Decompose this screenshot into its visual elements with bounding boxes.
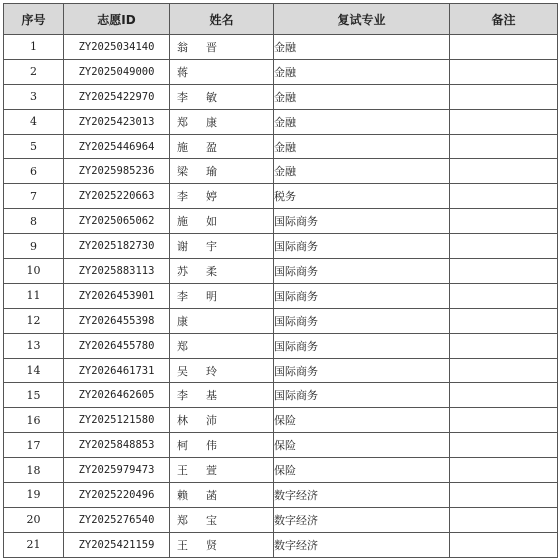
cell-note xyxy=(450,507,558,532)
table-row xyxy=(4,209,558,234)
cell-volunteer-id: ZY2025422970 xyxy=(64,84,170,109)
cell-name xyxy=(170,35,274,60)
cell-volunteer-id: ZY2025979473 xyxy=(64,458,170,483)
name-last-char: 贤 xyxy=(206,538,217,552)
cell-seq: 6 xyxy=(4,159,64,184)
name-last-char: 如 xyxy=(206,215,217,229)
cell-name xyxy=(170,383,274,408)
cell-seq: 2 xyxy=(4,59,64,84)
cell-name xyxy=(170,184,274,209)
name-first-char: 施 xyxy=(177,140,188,154)
name-redaction-mask xyxy=(192,487,205,503)
cell-name xyxy=(170,109,274,134)
cell-name xyxy=(170,358,274,383)
cell-seq: 11 xyxy=(4,283,64,308)
cell-note xyxy=(450,532,558,557)
name-first-char: 郑 xyxy=(177,339,188,353)
cell-volunteer-id: ZY2025883113 xyxy=(64,259,170,284)
name-first-char: 梁 xyxy=(177,165,188,179)
name-redaction-mask xyxy=(192,64,205,80)
name-redaction-mask xyxy=(192,512,205,528)
cell-volunteer-id: ZY2026461731 xyxy=(64,358,170,383)
masked-name xyxy=(170,437,220,453)
table-row xyxy=(4,59,558,84)
cell-volunteer-id: ZY2025049000 xyxy=(64,59,170,84)
cell-major: 保险 xyxy=(274,408,450,433)
table-row xyxy=(4,134,558,159)
name-last-char: 瑜 xyxy=(206,165,217,179)
table-row xyxy=(4,532,558,557)
cell-volunteer-id: ZY2026455780 xyxy=(64,333,170,358)
cell-major: 税务 xyxy=(274,184,450,209)
name-redaction-mask xyxy=(192,288,205,304)
cell-volunteer-id: ZY2025065062 xyxy=(64,209,170,234)
cell-note xyxy=(450,134,558,159)
cell-seq: 10 xyxy=(4,259,64,284)
cell-major: 国际商务 xyxy=(274,259,450,284)
cell-seq: 4 xyxy=(4,109,64,134)
masked-name xyxy=(170,163,220,179)
name-last-char: 敏 xyxy=(206,90,217,104)
masked-name xyxy=(170,114,220,130)
cell-major: 金融 xyxy=(274,134,450,159)
name-last-char: 基 xyxy=(206,389,217,403)
masked-name xyxy=(170,313,220,329)
cell-note xyxy=(450,383,558,408)
table-row xyxy=(4,383,558,408)
cell-note xyxy=(450,358,558,383)
cell-note xyxy=(450,234,558,259)
name-first-char: 施 xyxy=(177,215,188,229)
name-redaction-mask xyxy=(192,412,205,428)
cell-volunteer-id: ZY2025423013 xyxy=(64,109,170,134)
table-row xyxy=(4,358,558,383)
table-row xyxy=(4,259,558,284)
cell-note xyxy=(450,109,558,134)
masked-name xyxy=(170,512,220,528)
table-row xyxy=(4,308,558,333)
name-first-char: 郑 xyxy=(177,115,188,129)
cell-note xyxy=(450,433,558,458)
name-first-char: 郑 xyxy=(177,513,188,527)
cell-volunteer-id: ZY2025034140 xyxy=(64,35,170,60)
cell-note xyxy=(450,283,558,308)
name-first-char: 王 xyxy=(177,464,188,478)
table-row xyxy=(4,507,558,532)
cell-seq: 13 xyxy=(4,333,64,358)
cell-major: 数字经济 xyxy=(274,507,450,532)
cell-major: 国际商务 xyxy=(274,209,450,234)
header-row xyxy=(4,4,558,35)
name-redaction-mask xyxy=(192,263,205,279)
table-row xyxy=(4,408,558,433)
header-note: 备注 xyxy=(450,4,558,35)
cell-name xyxy=(170,283,274,308)
name-redaction-mask xyxy=(192,537,205,553)
masked-name xyxy=(170,387,220,403)
name-first-char: 蒋 xyxy=(177,65,188,79)
name-first-char: 苏 xyxy=(177,264,188,278)
masked-name xyxy=(170,263,220,279)
cell-name xyxy=(170,259,274,284)
name-first-char: 李 xyxy=(177,289,188,303)
name-last-char: 柔 xyxy=(206,264,217,278)
cell-note xyxy=(450,84,558,109)
cell-major: 保险 xyxy=(274,433,450,458)
cell-name xyxy=(170,209,274,234)
cell-major: 国际商务 xyxy=(274,234,450,259)
cell-volunteer-id: ZY2025848853 xyxy=(64,433,170,458)
header-major: 复试专业 xyxy=(274,4,450,35)
table-row xyxy=(4,283,558,308)
admission-roster-table xyxy=(3,3,558,558)
name-redaction-mask xyxy=(192,114,205,130)
masked-name xyxy=(170,338,220,354)
table-row xyxy=(4,433,558,458)
name-redaction-mask xyxy=(192,338,205,354)
masked-name xyxy=(170,139,220,155)
table-row xyxy=(4,333,558,358)
name-redaction-mask xyxy=(192,188,205,204)
cell-seq: 14 xyxy=(4,358,64,383)
name-last-char: 宇 xyxy=(206,240,217,254)
table-row xyxy=(4,458,558,483)
cell-seq: 21 xyxy=(4,532,64,557)
table-body xyxy=(4,35,558,558)
cell-seq: 15 xyxy=(4,383,64,408)
masked-name xyxy=(170,288,220,304)
cell-note xyxy=(450,458,558,483)
cell-seq: 1 xyxy=(4,35,64,60)
cell-note xyxy=(450,483,558,508)
cell-name xyxy=(170,234,274,259)
cell-major: 金融 xyxy=(274,59,450,84)
cell-name xyxy=(170,408,274,433)
cell-name xyxy=(170,458,274,483)
name-first-char: 王 xyxy=(177,538,188,552)
cell-name xyxy=(170,333,274,358)
table-row xyxy=(4,35,558,60)
masked-name xyxy=(170,188,220,204)
cell-note xyxy=(450,159,558,184)
cell-note xyxy=(450,184,558,209)
name-last-char: 沛 xyxy=(206,414,217,428)
masked-name xyxy=(170,462,220,478)
cell-volunteer-id: ZY2025220496 xyxy=(64,483,170,508)
cell-major: 金融 xyxy=(274,35,450,60)
cell-seq: 18 xyxy=(4,458,64,483)
cell-name xyxy=(170,483,274,508)
cell-seq: 16 xyxy=(4,408,64,433)
cell-volunteer-id: ZY2025182730 xyxy=(64,234,170,259)
name-last-char: 晋 xyxy=(206,40,217,54)
table-row xyxy=(4,159,558,184)
cell-note xyxy=(450,259,558,284)
cell-note xyxy=(450,308,558,333)
cell-major: 数字经济 xyxy=(274,532,450,557)
cell-seq: 17 xyxy=(4,433,64,458)
header-seq: 序号 xyxy=(4,4,64,35)
header-id: 志愿ID xyxy=(64,4,170,35)
cell-volunteer-id: ZY2025276540 xyxy=(64,507,170,532)
table-row xyxy=(4,234,558,259)
cell-major: 金融 xyxy=(274,109,450,134)
name-first-char: 李 xyxy=(177,90,188,104)
cell-seq: 20 xyxy=(4,507,64,532)
cell-seq: 3 xyxy=(4,84,64,109)
cell-major: 金融 xyxy=(274,84,450,109)
name-last-char: 康 xyxy=(206,115,217,129)
cell-seq: 19 xyxy=(4,483,64,508)
cell-name xyxy=(170,84,274,109)
name-last-char: 萱 xyxy=(206,464,217,478)
name-redaction-mask xyxy=(192,139,205,155)
cell-volunteer-id: ZY2025421159 xyxy=(64,532,170,557)
table-row xyxy=(4,184,558,209)
cell-seq: 7 xyxy=(4,184,64,209)
name-first-char: 康 xyxy=(177,314,188,328)
cell-seq: 12 xyxy=(4,308,64,333)
cell-volunteer-id: ZY2025121580 xyxy=(64,408,170,433)
cell-note xyxy=(450,35,558,60)
name-last-char: 宝 xyxy=(206,513,217,527)
cell-name xyxy=(170,308,274,333)
header-name: 姓名 xyxy=(170,4,274,35)
table-row xyxy=(4,483,558,508)
name-last-char: 婷 xyxy=(206,190,217,204)
name-redaction-mask xyxy=(192,462,205,478)
masked-name xyxy=(170,89,220,105)
cell-note xyxy=(450,408,558,433)
name-redaction-mask xyxy=(192,363,205,379)
cell-major: 金融 xyxy=(274,159,450,184)
cell-name xyxy=(170,433,274,458)
cell-name xyxy=(170,59,274,84)
name-first-char: 吴 xyxy=(177,364,188,378)
name-redaction-mask xyxy=(192,387,205,403)
cell-name xyxy=(170,159,274,184)
cell-name xyxy=(170,507,274,532)
name-first-char: 赖 xyxy=(177,488,188,502)
cell-note xyxy=(450,59,558,84)
table-row xyxy=(4,109,558,134)
cell-major: 国际商务 xyxy=(274,308,450,333)
masked-name xyxy=(170,64,220,80)
cell-major: 保险 xyxy=(274,458,450,483)
cell-major: 国际商务 xyxy=(274,283,450,308)
masked-name xyxy=(170,39,220,55)
masked-name xyxy=(170,213,220,229)
cell-seq: 5 xyxy=(4,134,64,159)
table-header xyxy=(4,4,558,35)
cell-volunteer-id: ZY2026453901 xyxy=(64,283,170,308)
name-redaction-mask xyxy=(192,89,205,105)
name-last-char: 盈 xyxy=(206,140,217,154)
cell-volunteer-id: ZY2025220663 xyxy=(64,184,170,209)
name-first-char: 李 xyxy=(177,190,188,204)
cell-major: 国际商务 xyxy=(274,383,450,408)
masked-name xyxy=(170,412,220,428)
name-redaction-mask xyxy=(192,437,205,453)
name-redaction-mask xyxy=(192,313,205,329)
name-redaction-mask xyxy=(192,238,205,254)
cell-note xyxy=(450,333,558,358)
masked-name xyxy=(170,238,220,254)
name-first-char: 柯 xyxy=(177,439,188,453)
cell-major: 国际商务 xyxy=(274,358,450,383)
cell-note xyxy=(450,209,558,234)
cell-name xyxy=(170,532,274,557)
name-last-char: 菡 xyxy=(206,488,217,502)
name-redaction-mask xyxy=(192,163,205,179)
cell-volunteer-id: ZY2026462605 xyxy=(64,383,170,408)
name-redaction-mask xyxy=(192,213,205,229)
cell-seq: 9 xyxy=(4,234,64,259)
cell-seq: 8 xyxy=(4,209,64,234)
masked-name xyxy=(170,363,220,379)
masked-name xyxy=(170,537,220,553)
table-row xyxy=(4,84,558,109)
cell-volunteer-id: ZY2026455398 xyxy=(64,308,170,333)
name-redaction-mask xyxy=(192,39,205,55)
cell-volunteer-id: ZY2025985236 xyxy=(64,159,170,184)
name-last-char: 伟 xyxy=(206,439,217,453)
cell-major: 数字经济 xyxy=(274,483,450,508)
name-last-char: 玲 xyxy=(206,364,217,378)
cell-volunteer-id: ZY2025446964 xyxy=(64,134,170,159)
name-first-char: 翁 xyxy=(177,40,188,54)
name-last-char: 明 xyxy=(206,289,217,303)
cell-major: 国际商务 xyxy=(274,333,450,358)
name-first-char: 李 xyxy=(177,389,188,403)
cell-name xyxy=(170,134,274,159)
name-first-char: 林 xyxy=(177,414,188,428)
masked-name xyxy=(170,487,220,503)
name-first-char: 谢 xyxy=(177,240,188,254)
